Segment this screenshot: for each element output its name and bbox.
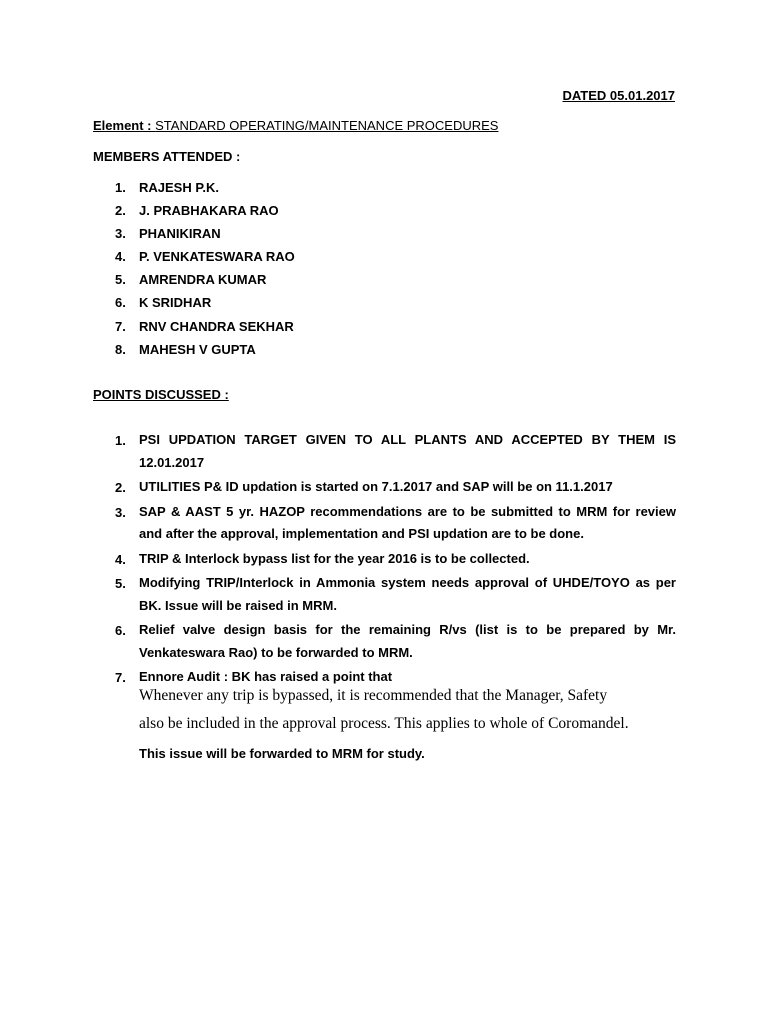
member-item [93,249,295,272]
element-value: STANDARD OPERATING/MAINTENANCE PROCEDURES [155,118,499,133]
member-name: K SRIDHAR [139,295,212,311]
member-number: 8. [115,341,126,357]
members-list [93,180,295,365]
point-text: Modifying TRIP/Interlock in Ammonia system needs approval of UHDE/TOYO as per BK. Issue will be raised in MRM. [139,575,676,613]
point-number: 1. [115,433,126,448]
point-text: PSI UPDATION TARGET GIVEN TO ALL PLANTS AND ACCEPTED BY THEM IS 12.01.2017 [139,432,676,470]
audit-note-line-3: This issue will be forwarded to MRM for study. [139,746,425,761]
point-text: UTILITIES P& ID updation is started on 7.1.2017 and SAP will be on 11.1.2017 [139,479,613,494]
member-name: MAHESH V GUPTA [139,341,256,357]
point-text: Ennore Audit : BK has raised a point that [139,669,393,684]
member-name: P. VENKATESWARA RAO [139,249,295,265]
points-list [93,433,676,695]
member-number: 1. [115,180,126,195]
members-heading: MEMBERS ATTENDED : [93,149,241,164]
point-item [93,552,676,571]
document-date: DATED 05.01.2017 [562,88,675,103]
member-number: 5. [115,272,126,288]
point-text: TRIP & Interlock bypass list for the year 2016 is to be collected. [139,550,530,566]
member-number: 2. [115,203,126,219]
member-number: 4. [115,249,126,265]
member-item [93,295,295,318]
member-name: PHANIKIRAN [139,226,221,242]
point-item [93,505,676,546]
member-number: 7. [115,318,126,334]
point-text: Relief valve design basis for the remaining R/vs (list is to be prepared by Mr. Venkateswara Rao) to be forwarded to MRM. [139,622,676,660]
element-line [93,118,498,133]
member-item [93,226,295,249]
point-number: 5. [115,576,126,591]
point-item [93,433,676,474]
point-item [93,480,676,499]
member-name: J. PRABHAKARA RAO [139,203,279,219]
point-number: 2. [115,480,126,495]
member-name: RNV CHANDRA SEKHAR [139,318,294,334]
member-name: RAJESH P.K. [139,180,219,195]
point-item [93,623,676,664]
member-item [93,319,295,342]
member-name: AMRENDRA KUMAR [139,272,267,288]
point-item [93,670,676,689]
point-number: 4. [115,551,126,567]
member-item [93,203,295,226]
point-text: SAP & AAST 5 yr. HAZOP recommendations are to be submitted to MRM for review and after the approval, implementation and PSI updation are to be done. [139,503,676,541]
member-number: 3. [115,226,126,242]
member-item [93,272,295,295]
point-number: 3. [115,504,126,520]
points-heading: POINTS DISCUSSED : [93,387,229,402]
audit-note-line-2: also be included in the approval process. This applies to whole of Coromandel. [139,715,629,732]
point-number: 7. [115,670,126,685]
member-item [93,342,295,365]
point-number: 6. [115,623,126,638]
audit-note-line-1: Whenever any trip is bypassed, it is recommended that the Manager, Safety [139,687,608,704]
element-label: Element : [93,118,152,133]
member-number: 6. [115,295,126,311]
point-item [93,576,676,617]
member-item [93,180,295,203]
